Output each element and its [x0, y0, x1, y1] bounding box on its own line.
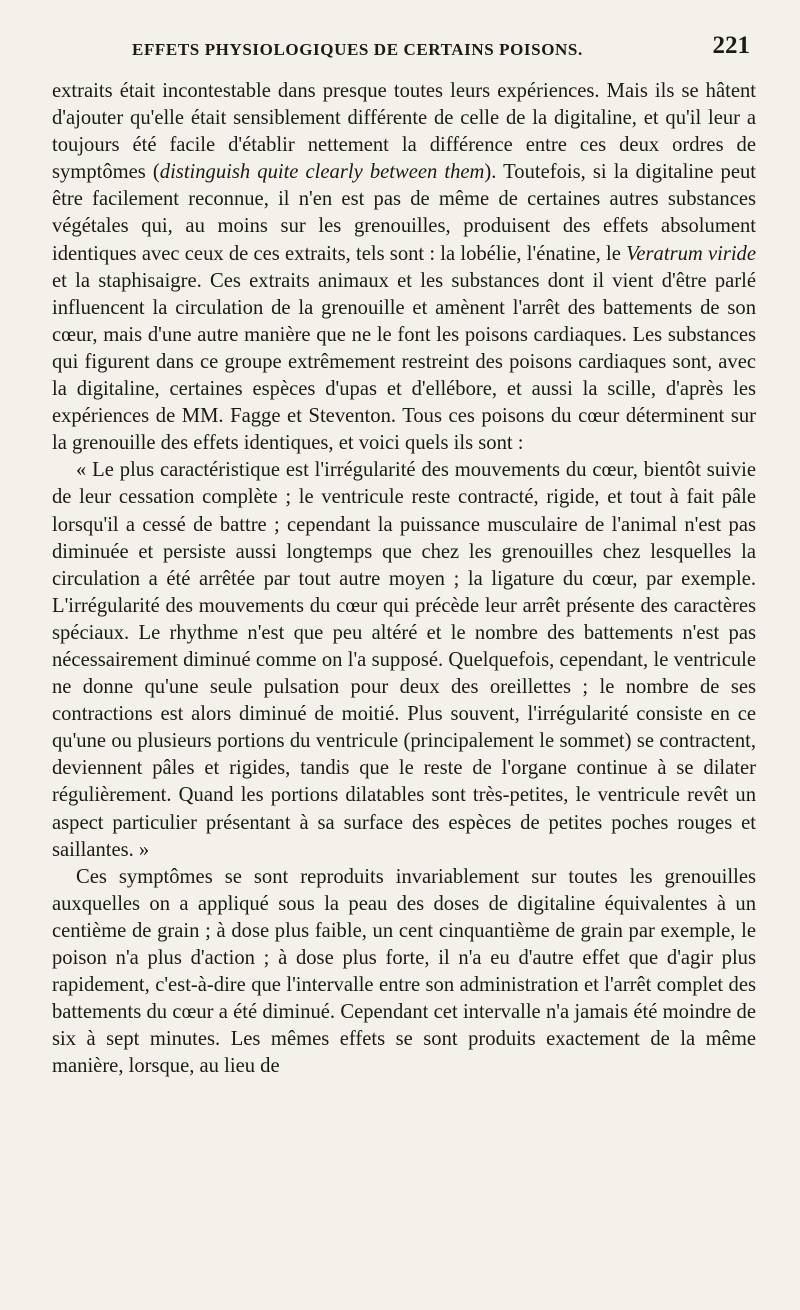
text-run: ). Toutefois, si la digitaline peut être facilement reconnue, il n'en est pas de même de certaines autres substances végétales qui, au moins sur les grenouilles, produisent des effets absolument identiques avec ceux de ces extraits, tels sont : la lobélie, l'énatine, le — [52, 161, 756, 265]
running-head — [52, 34, 756, 78]
text-run: extraits était incontestable dans presque toutes leurs expériences. Mais ils se hâtent d'ajouter qu'elle était sensiblement différente de celle de la digitaline, et qu'il leur a toujours été facile d'établir nettement la différence entre ces deux ordres de symptômes ( — [52, 80, 756, 184]
italic-english-quote: distinguish quite clearly between them — [159, 161, 485, 184]
paragraph-continuation — [52, 78, 756, 457]
quoted-paragraph: « Le plus caractéristique est l'irrégularité des mouvements du cœur, bientôt suivie de leur cessation complète ; le ventricule reste contracté, rigide, et tout à fait pâle lorsqu'il a cessé de battre ; cependant la puissance musculaire de l'animal n'est pas diminuée et persiste aussi longtemps que chez les grenouilles chez lesquelles la circulation a été arrêtée par tout autre moyen ; la ligature du cœur, par exemple. L'irrégularité des mouvements du cœur qui précède leur arrêt présente des caractères spéciaux. Le rhythme n'est que peu altéré et le nombre des battements n'est pas nécessairement diminué comme on l'a supposé. Quelquefois, cependant, le ventricule ne donne qu'une seule pulsation pour deux des oreillettes ; le nombre de ses contractions est alors diminué de moitié. Plus souvent, l'irrégularité consiste en ce qu'une ou plusieurs portions du ventricule (principalement le sommet) se contractent, deviennent pâles et rigides, tandis que le reste de l'organe continue à se dilater régulièrement. Quand les portions dilatables sont très-petites, le ventricule revêt un aspect particulier présentant à sa surface des espèces de petites poches rouges et saillantes. » — [52, 459, 756, 861]
paragraph: Ces symptômes se sont reproduits invariablement sur toutes les grenouilles auxquelles on a appliqué sous la peau des doses de digitaline équivalentes à un centième de grain ; à dose plus faible, un cent cinquantième de grain par exemple, le poison n'a plus d'action ; à dose plus forte, il n'a eu d'autre effet que d'agir plus rapidement, c'est-à-dire que l'intervalle entre son administration et l'arrêt complet des battements du cœur a été diminué. Cependant cet intervalle n'a jamais été moindre de six à sept minutes. Les mêmes effets se sont produits exactement de la même manière, lorsque, au lieu de — [52, 865, 756, 1078]
italic-species-name: Veratrum viride — [626, 242, 756, 265]
text-run: et la staphisaigre. Ces extraits animaux et les substances dont il vient d'être parlé influencent la circulation de la grenouille et amènent l'arrêt des battements de son cœur, mais d'une autre manière que ne le font les poisons cardiaques. Les substances qui figurent dans ce groupe extrêmement restreint des poisons cardiaques sont, avec la digitaline, certaines espèces d'upas et d'ellébore, et aussi la scille, d'après les expériences de MM. Fagge et Steventon. Tous ces poisons du cœur déterminent sur la grenouille des effets identiques, et voici quels ils sont : — [52, 269, 756, 455]
page-number: 221 — [712, 32, 750, 59]
body-text — [52, 78, 756, 1080]
running-title: EFFETS PHYSIOLOGIQUES DE CERTAINS POISONS. — [132, 40, 583, 59]
